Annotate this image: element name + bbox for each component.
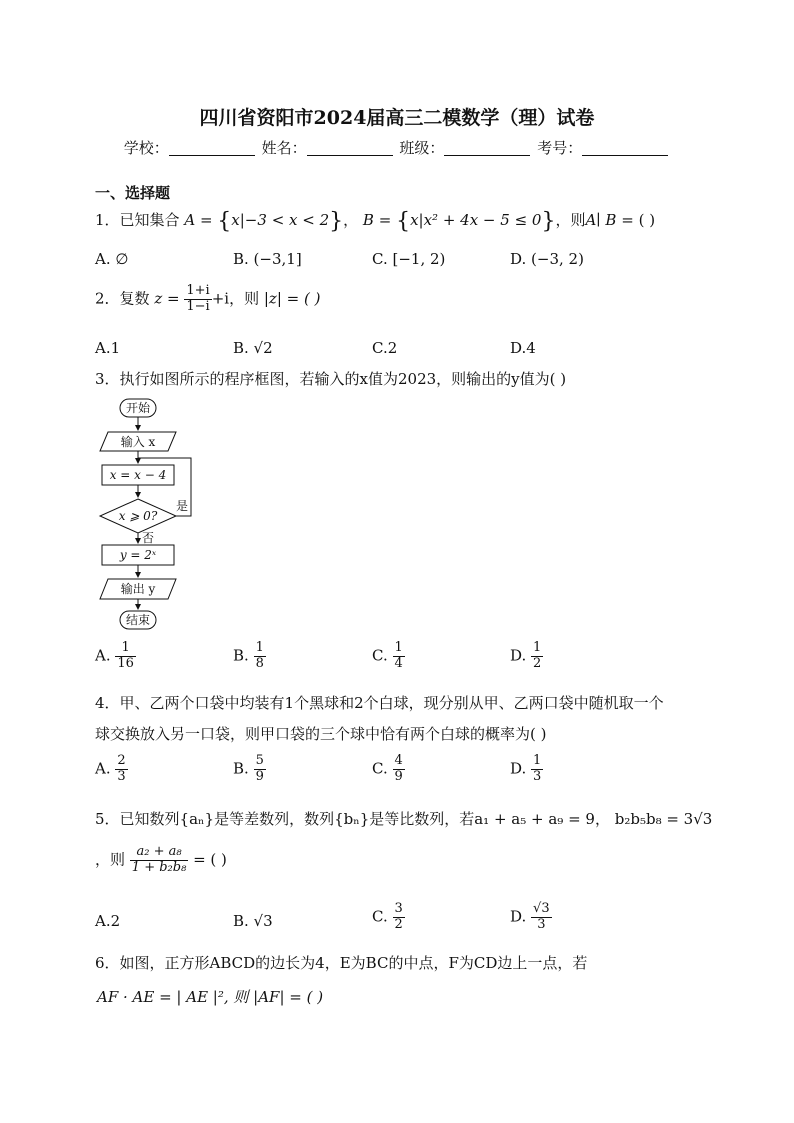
q5-option-d[interactable]: [510, 902, 552, 933]
question-number: 1．: [95, 211, 120, 229]
numerator: 4: [394, 753, 403, 768]
denominator: 3: [533, 768, 542, 784]
fraction: [393, 641, 405, 672]
exam-number-blank[interactable]: [582, 141, 668, 156]
denominator: 2: [394, 916, 403, 932]
fraction: [531, 902, 552, 933]
set-b-body: x|x² + 4x − 5 ≤ 0: [410, 211, 542, 229]
name-label: 姓名：: [261, 139, 307, 157]
denominator: 4: [394, 655, 403, 671]
z-symbol: z =: [154, 289, 180, 308]
fraction: [254, 754, 266, 785]
name-blank[interactable]: [307, 141, 393, 156]
numerator: 2: [117, 753, 126, 768]
denominator: 1 + b₂b₈: [131, 859, 187, 875]
assign-label: x = x − 4: [109, 468, 167, 482]
q1-option-b[interactable]: B. (−3,1]: [233, 250, 302, 268]
fraction: [115, 754, 127, 785]
q2-option-c[interactable]: C.2: [372, 339, 398, 357]
numerator: 1: [115, 641, 136, 657]
set-a-symbol: A: [184, 211, 196, 229]
denominator: 16: [117, 655, 134, 671]
denominator: 8: [255, 655, 264, 671]
section-heading: 一、选择题: [95, 184, 171, 202]
question-1: 1．已知集合 A = {x|−3 < x < 2}， B = {x|x² + 4x − 5 ≤ 0}，则A∣ B = ( ): [95, 209, 656, 234]
numerator: 1: [533, 640, 542, 655]
q4-option-b[interactable]: [233, 754, 266, 785]
q3-option-a[interactable]: [95, 641, 136, 672]
answer-paren: = ( ): [616, 211, 656, 229]
set-expression: A∣ B: [585, 211, 617, 229]
question-text: ，则: [229, 289, 260, 308]
q5-option-b[interactable]: B. √3: [233, 912, 273, 930]
option-label: A.: [95, 759, 111, 778]
fraction: [254, 641, 266, 672]
numerator: 1: [255, 640, 264, 655]
option-label: D.: [510, 759, 527, 778]
numerator: 1: [533, 753, 542, 768]
q3-option-d[interactable]: [510, 641, 543, 672]
q1-option-c[interactable]: C. [−1, 2): [372, 250, 446, 268]
input-label: 输入 x: [120, 435, 156, 449]
denominator: 2: [533, 655, 542, 671]
question-4-line-2: 球交换放入另一口袋，则甲口袋的三个球中恰有两个白球的概率为( ): [95, 725, 547, 743]
option-label: C.: [372, 646, 388, 665]
fraction: [393, 902, 405, 933]
no-label: 否: [141, 531, 155, 545]
fraction: [531, 754, 543, 785]
fraction: [115, 641, 136, 672]
denominator: 3: [537, 916, 546, 932]
option-label: D.: [510, 646, 527, 665]
question-text: 已知集合: [119, 211, 180, 229]
question-5-line-2: [95, 845, 227, 876]
denominator: 9: [394, 768, 403, 784]
denominator: 1−i: [186, 298, 210, 314]
set-b-symbol: B: [362, 211, 374, 229]
fraction: [531, 641, 543, 672]
q2-option-b[interactable]: B. √2: [233, 339, 273, 357]
school-label: 学校：: [123, 139, 169, 157]
numerator: 5: [255, 753, 264, 768]
page-title: 四川省资阳市2024届高三二模数学（理）试卷: [199, 107, 595, 129]
question-5-line-1: 5．已知数列{aₙ}是等差数列，数列{bₙ}是等比数列，若a₁ + a₅ + a₉ = 9， b₂b₅b₈ = 3√3: [95, 810, 713, 828]
q3-option-c[interactable]: [372, 641, 405, 672]
q5-option-a[interactable]: A.2: [95, 912, 121, 930]
q4-option-c[interactable]: [372, 754, 405, 785]
option-label: A.: [95, 646, 111, 665]
q3-option-b[interactable]: [233, 641, 266, 672]
numerator: 1+i: [186, 283, 210, 298]
q5-option-c[interactable]: [372, 902, 405, 933]
question-text: ，则: [95, 850, 126, 869]
question-number: 2．: [95, 289, 120, 308]
numerator: 3: [394, 901, 403, 916]
question-text: ，则: [555, 211, 586, 229]
numerator: √3: [533, 901, 550, 916]
q4-option-d[interactable]: [510, 754, 543, 785]
denominator: 9: [255, 768, 264, 784]
question-4-line-1: 4．甲、乙两个口袋中均装有1个黑球和2个白球，现分别从甲、乙两口袋中随机取一个: [95, 694, 664, 712]
option-label: C.: [372, 759, 388, 778]
option-label: D.: [510, 907, 527, 926]
q1-option-a[interactable]: A. ∅: [95, 250, 129, 268]
end-label: 结束: [125, 613, 151, 627]
question-6-line-1: 6．如图，正方形ABCD的边长为4，E为BC的中点，F为CD边上一点，若: [95, 954, 588, 972]
set-a-body: x|−3 < x < 2: [231, 211, 330, 229]
option-label: B.: [233, 646, 249, 665]
option-label: B.: [233, 759, 249, 778]
fraction: [130, 845, 189, 876]
numerator: a₂ + a₈: [130, 845, 189, 861]
question-3: 3．执行如图所示的程序框图，若输入的x值为2023，则输出的y值为( ): [95, 370, 567, 388]
option-label: C.: [372, 907, 388, 926]
fraction: [393, 754, 405, 785]
answer-paren: = ( ): [193, 850, 227, 869]
q4-option-a[interactable]: [95, 754, 128, 785]
compute-label: y = 2ˣ: [119, 548, 157, 562]
condition-label: x ⩾ 0?: [118, 509, 158, 523]
start-label: 开始: [125, 401, 151, 415]
output-label: 输出 y: [120, 582, 156, 596]
student-info-line: [0, 137, 794, 158]
question-text: 复数: [119, 289, 150, 308]
denominator: 3: [117, 768, 126, 784]
q2-option-a[interactable]: A.1: [95, 339, 121, 357]
exam-number-label: 考号：: [537, 139, 583, 157]
school-blank[interactable]: [169, 141, 255, 156]
question-2: [95, 284, 320, 315]
abs-z: |z| = ( ): [263, 289, 321, 308]
plus-i: +i: [211, 289, 230, 308]
flowchart: [92, 396, 212, 632]
class-label: 班级：: [399, 139, 445, 157]
class-blank[interactable]: [444, 141, 530, 156]
numerator: 1: [394, 640, 403, 655]
yes-label: 是: [175, 499, 189, 513]
fraction: [184, 284, 211, 315]
q1-option-d[interactable]: D. (−3, 2): [510, 250, 584, 268]
question-6-line-2: AF · AE = | AE |², 则 |AF| = ( ): [97, 988, 324, 1006]
q2-option-d[interactable]: D.4: [510, 339, 536, 357]
